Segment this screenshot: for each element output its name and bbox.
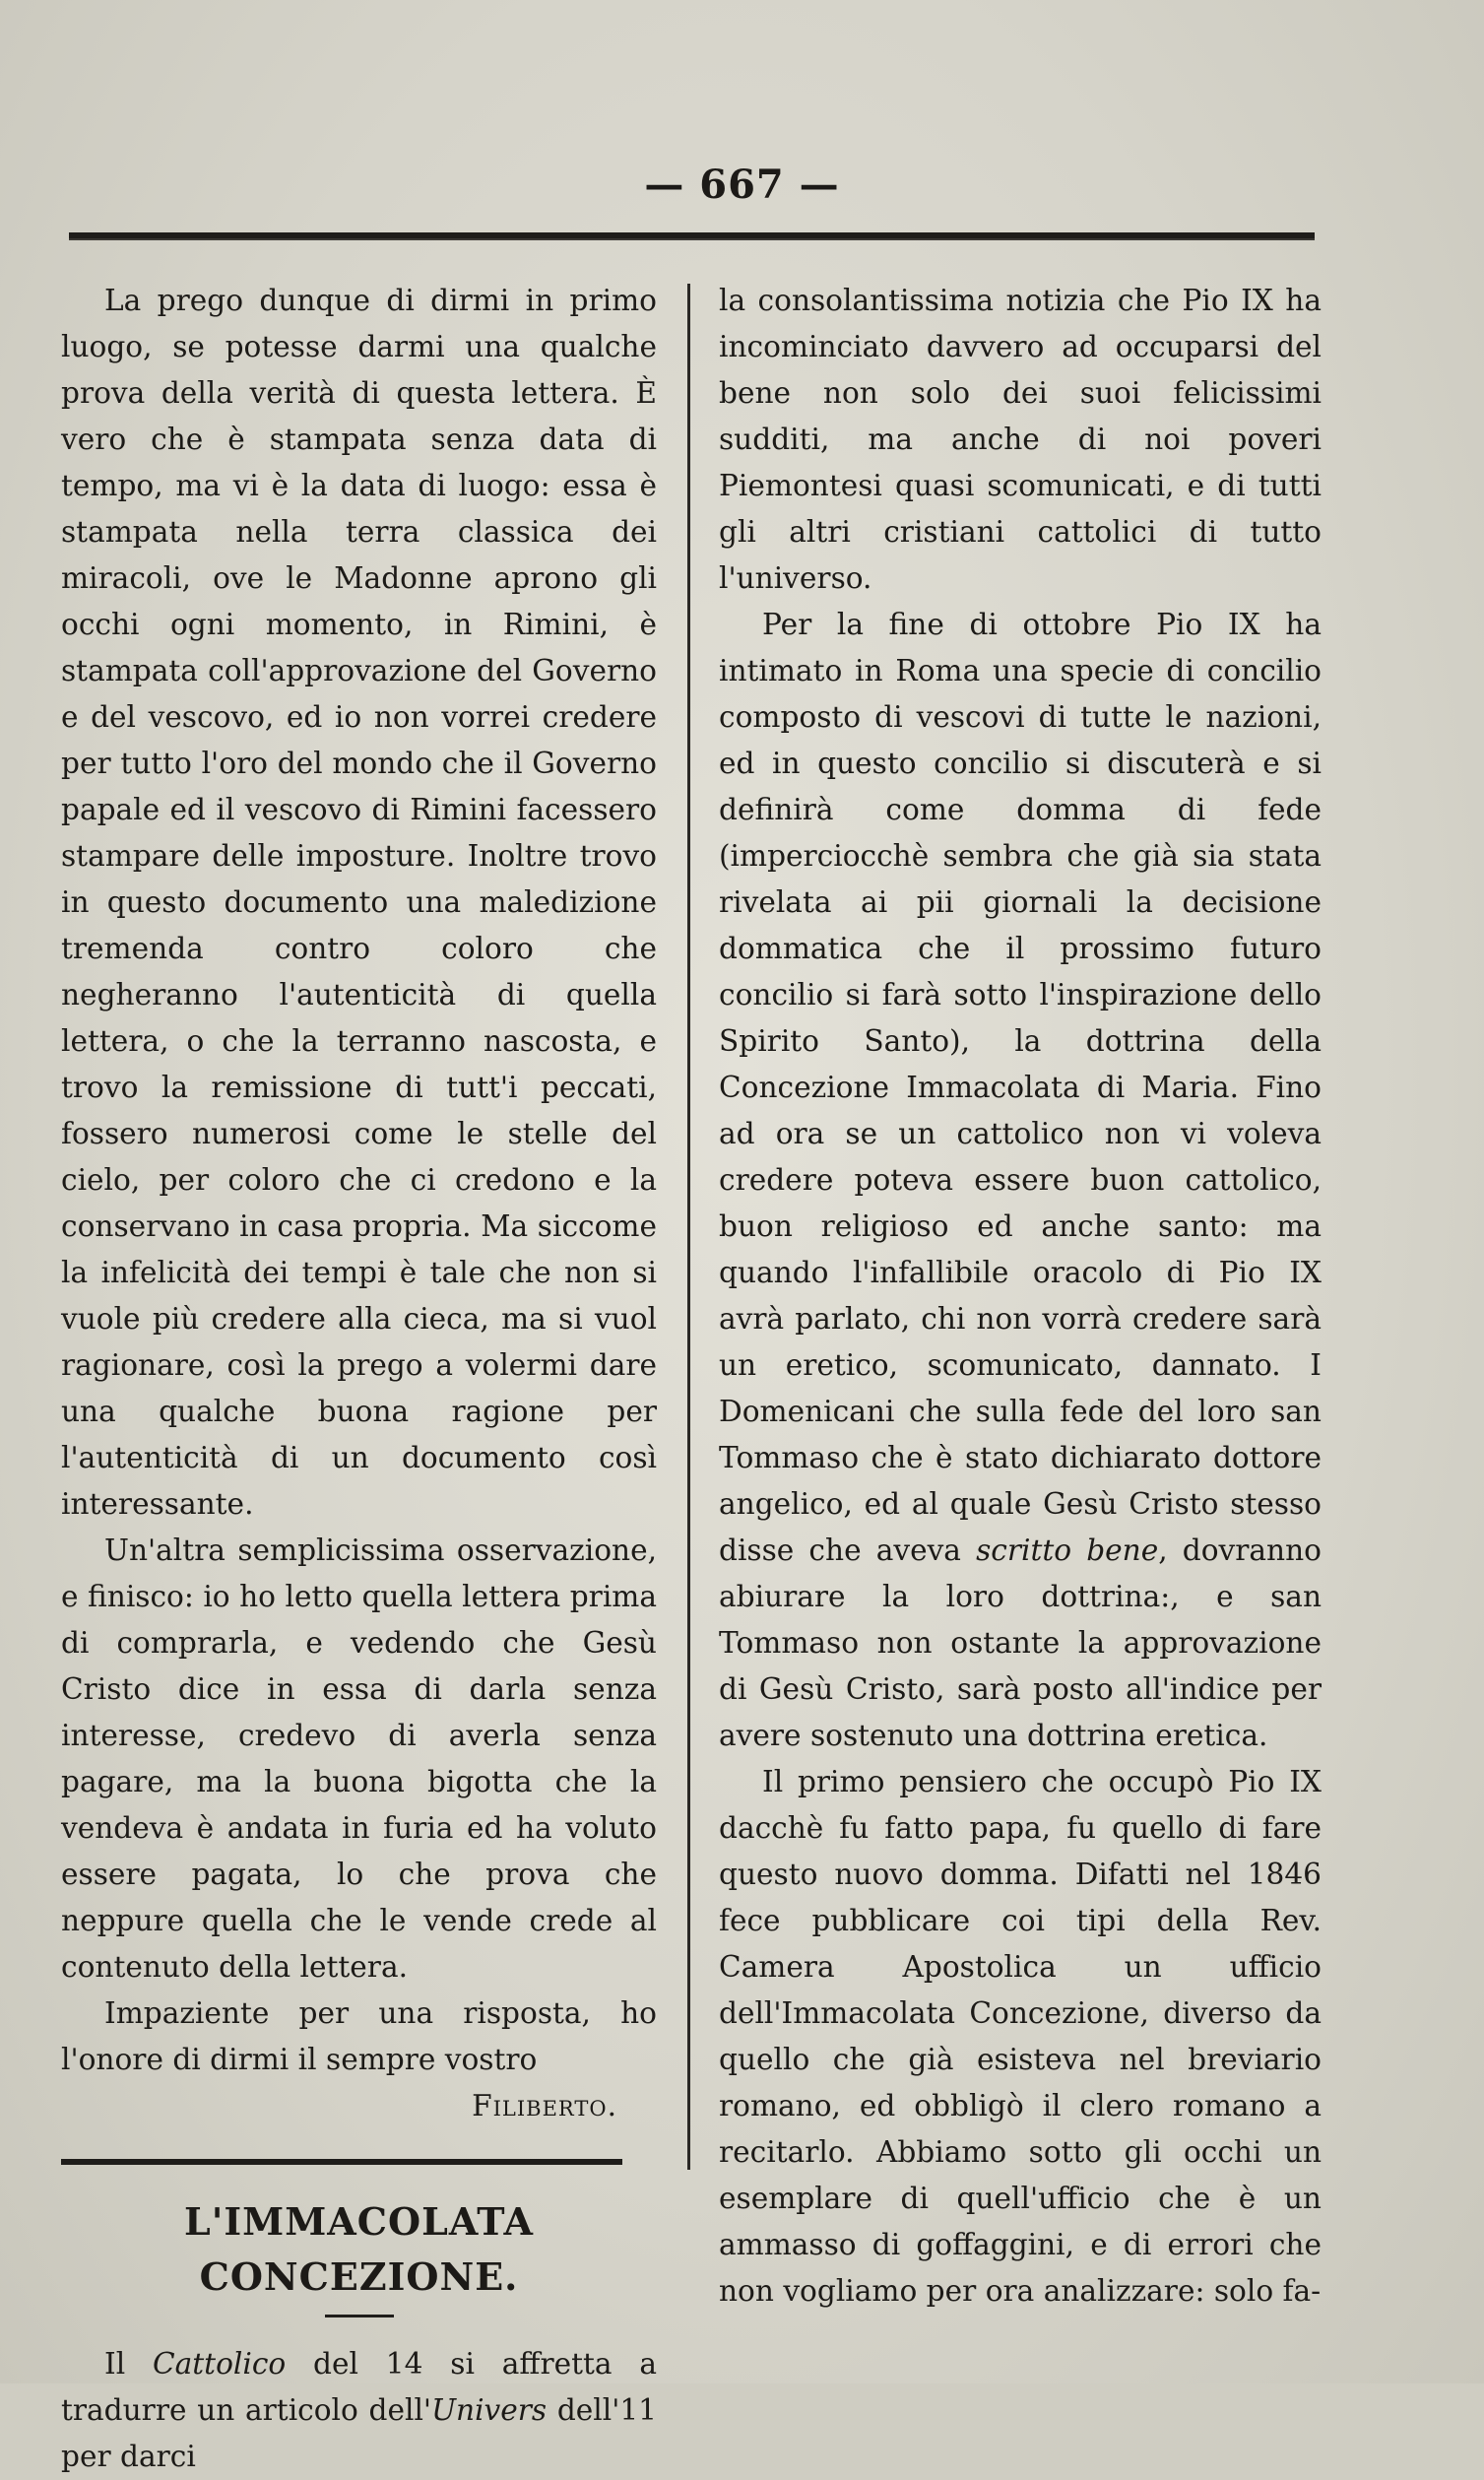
left-column xyxy=(61,278,657,2480)
page-number: — 667 — xyxy=(644,162,840,208)
right-paragraph-3: Il primo pensiero che occupò Pio IX dacchè fu fatto papa, fu quello di fare questo nuovo domma. Difatti nel 1846 fece pubblicare coi tipi della Rev. Camera Apostolica un ufficio dell'Immacolata Concezione, diverso da quello che già esisteva nel breviario romano, ed obbligò il clero romano a recitarlo. Abbiamo sotto gli occhi un esemplare di quell'ufficio che è un ammasso di goffaggini, e di errori che non vogliamo per ora analizzare: solo fa- xyxy=(719,1765,1322,2308)
para4-text-a: Il xyxy=(104,2347,153,2381)
para4-emph-univers: Univers xyxy=(431,2393,548,2427)
section-title: L'IMMACOLATA CONCEZIONE. xyxy=(184,2199,534,2299)
left-paragraph-2: Un'altra semplicissima osservazione, e finisco: io ho letto quella lettera prima di comprarla, e vedendo che Gesù Cristo dice in essa di darla senza interesse, credevo di averla senza pagare, ma la buona bigotta che la vendeva è andata in furia ed ha voluto essere pagata, lo che prova che neppure quella che le vende crede al contenuto della lettera. xyxy=(61,1534,657,1984)
right-column xyxy=(719,278,1322,2315)
left-paragraph-4 xyxy=(61,2341,657,2480)
right-paragraph-1: la consolantissima notizia che Pio IX ha incominciato davvero ad occuparsi del bene non solo dei suoi felicissimi sudditi, ma anche di noi poveri Piemontesi quasi scomunicati, e di tutti gli altri cristiani cattolici di tutto l'universo. xyxy=(719,284,1322,595)
para4-text-c: dell'11 per darci xyxy=(61,2393,657,2473)
para4-emph-cattolico: Cattolico xyxy=(153,2347,287,2381)
right-para2-text-a: Per la fine di ottobre Pio IX ha intimato in Roma una specie di concilio composto di vescovi di tutte le nazioni, ed in questo concilio si discuterà e si definirà come domma di fede (imperciocchè sembra che già sia stata rivelata ai pii giornali la decisione dommatica che il prossimo futuro concilio si farà sotto l'inspirazione dello Spirito Santo), la dottrina della Concezione Immacolata di Maria. Fino ad ora se un cattolico non vi voleva credere poteva essere buon cattolico, buon religioso ed anche santo: ma quando l'infallibile oracolo di Pio IX avrà parlato, chi non vorrà credere sarà un eretico, scomunicato, dannato. I Domenicani che sulla fede del loro san Tommaso che è stato dichiarato dottore angelico, ed al quale Gesù Cristo stesso disse che aveva xyxy=(719,608,1322,1567)
right-paragraph-2 xyxy=(719,602,1322,1759)
section-rule xyxy=(61,2159,622,2165)
title-underline xyxy=(325,2315,394,2317)
signature: Filiberto. xyxy=(472,2089,617,2122)
left-paragraph-3: Impaziente per una risposta, ho l'onore di dirmi il sempre vostro xyxy=(61,1996,657,2076)
para4-text-b: del 14 si affretta a tradurre un articolo dell' xyxy=(61,2347,658,2427)
left-paragraph-1: La prego dunque di dirmi in primo luogo, se potesse darmi una qualche prova della verità di questa lettera. È vero che è stampata senza data di tempo, ma vi è la data di luogo: essa è stampata nella terra classica dei miracoli, ove le Madonne aprono gli occhi ogni momento, in Rimini, è stampata coll'approvazione del Governo e del vescovo, ed io non vorrei credere per tutto l'oro del mondo che il Governo papale ed il vescovo di Rimini facessero stampare delle imposture. Inoltre trovo in questo documento una maledizione tremenda contro coloro che negheranno l'autenticità di quella lettera, o che la terranno nascosta, e trovo la remissione di tutt'i peccati, fossero numerosi come le stelle del cielo, per coloro che ci credono e la conservano in casa propria. Ma siccome la infelicità dei tempi è tale che non si vuole più credere alla cieca, ma si vuol ragionare, così la prego a volermi dare una qualche buona ragione per l'autenticità di un documento così interessante. xyxy=(61,284,657,1521)
column-divider xyxy=(687,284,690,2170)
right-para2-emph: scritto bene xyxy=(976,1534,1159,1567)
header-rule xyxy=(69,232,1315,240)
right-para2-text-b: , dovranno abiurare la loro dottrina:, e san Tommaso non ostante la approvazione di Gesù Cristo, sarà posto all'indice per avere sostenuto una dottrina eretica. xyxy=(719,1534,1322,1752)
